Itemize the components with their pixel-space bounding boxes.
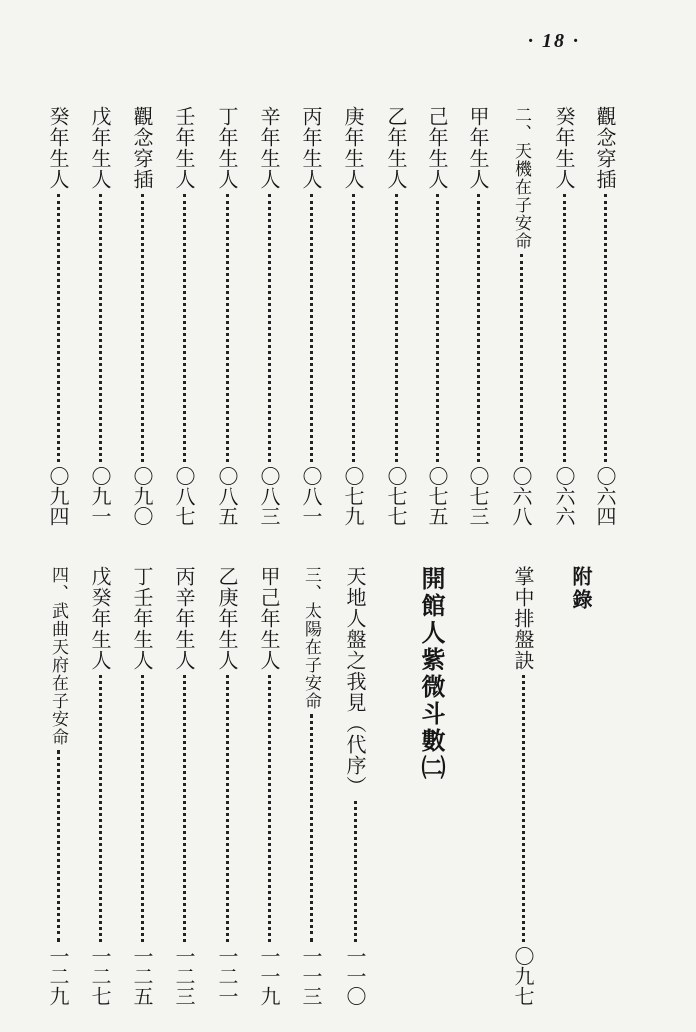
book-title: 開館人紫微斗數㈡ bbox=[417, 566, 446, 782]
toc-entry-page: 〇九一 bbox=[88, 466, 112, 526]
toc-entry-title: 癸年生人 bbox=[46, 106, 70, 190]
toc-entry-page: 〇七九 bbox=[341, 466, 365, 526]
toc-entry[interactable] bbox=[129, 106, 155, 526]
appendix-heading: 附錄 bbox=[569, 566, 593, 612]
toc-entry-title: 三、太陽在子安命 bbox=[301, 566, 321, 710]
toc-entry-page: 一二一 bbox=[215, 946, 239, 1006]
dot-leader bbox=[395, 194, 398, 462]
dot-leader bbox=[268, 675, 271, 942]
dot-leader bbox=[268, 194, 271, 462]
toc-entry-title: 乙年生人 bbox=[384, 106, 408, 190]
toc-entry-page: 一一〇 bbox=[343, 946, 367, 1006]
toc-entry[interactable] bbox=[465, 106, 491, 526]
toc-entry-title: 辛年生人 bbox=[257, 106, 281, 190]
toc-entry[interactable] bbox=[214, 566, 240, 1006]
toc-entry-page: 一一三 bbox=[299, 946, 323, 1006]
toc-entry[interactable] bbox=[171, 566, 197, 1006]
toc-entry-title: 己年生人 bbox=[425, 106, 449, 190]
dot-leader bbox=[352, 194, 355, 462]
toc-entry-page: 〇九四 bbox=[46, 466, 70, 526]
dot-leader bbox=[436, 194, 439, 462]
toc-entry-page: 〇八五 bbox=[215, 466, 239, 526]
toc-entry[interactable] bbox=[256, 566, 282, 1006]
toc-entry-page: 一二九 bbox=[46, 946, 70, 1006]
dot-leader bbox=[57, 750, 60, 942]
toc-entry-page: 〇八一 bbox=[299, 466, 323, 526]
toc-entry[interactable] bbox=[256, 106, 282, 526]
dot-leader bbox=[563, 194, 566, 462]
dot-leader bbox=[226, 194, 229, 462]
dot-leader bbox=[310, 714, 313, 942]
toc-entry[interactable] bbox=[342, 566, 368, 1006]
toc-entry-title: 觀念穿插 bbox=[130, 106, 154, 190]
toc-entry-page: 一二七 bbox=[88, 946, 112, 1006]
toc-entry-title: 四、武曲天府在子安命 bbox=[48, 566, 68, 746]
dot-leader bbox=[141, 675, 144, 942]
toc-entry-title: 庚年生人 bbox=[341, 106, 365, 190]
dot-leader bbox=[141, 194, 144, 462]
toc-entry[interactable] bbox=[171, 106, 197, 526]
toc-entry[interactable] bbox=[510, 566, 536, 1006]
dot-leader bbox=[354, 801, 357, 942]
toc-entry[interactable] bbox=[298, 106, 324, 526]
toc-entry-page: 〇九〇 bbox=[130, 466, 154, 526]
toc-entry-title: 觀念穿插 bbox=[593, 106, 617, 190]
toc-entry-page: 一一九 bbox=[257, 946, 281, 1006]
toc-entry-title: 丁年生人 bbox=[215, 106, 239, 190]
toc-entry[interactable] bbox=[383, 106, 409, 526]
toc-entry-page: 〇六四 bbox=[593, 466, 617, 526]
toc-entry[interactable] bbox=[340, 106, 366, 526]
toc-entry[interactable] bbox=[45, 566, 71, 1006]
toc-entry-title: 癸年生人 bbox=[552, 106, 576, 190]
toc-entry-title: 甲年生人 bbox=[466, 106, 490, 190]
toc-entry[interactable] bbox=[214, 106, 240, 526]
toc-entry-title: 戊年生人 bbox=[88, 106, 112, 190]
toc-entry[interactable] bbox=[87, 566, 113, 1006]
toc-entry-title: 掌中排盤訣 bbox=[511, 566, 535, 671]
appendix-label bbox=[568, 566, 594, 612]
toc-entry-page: 〇九七 bbox=[511, 946, 535, 1006]
toc-entry-title: 天地人盤之我見（代序） bbox=[343, 566, 367, 797]
dot-leader bbox=[57, 194, 60, 462]
toc-entry-title: 二、天機在子安命 bbox=[511, 106, 531, 250]
toc-entry-title: 壬年生人 bbox=[172, 106, 196, 190]
toc-entry-title: 丙年生人 bbox=[299, 106, 323, 190]
book-title-column bbox=[418, 566, 444, 782]
toc-entry-title: 丙辛年生人 bbox=[172, 566, 196, 671]
toc-entry-title: 乙庚年生人 bbox=[215, 566, 239, 671]
toc-entry-page: 〇七七 bbox=[384, 466, 408, 526]
dot-leader bbox=[520, 254, 523, 462]
toc-entry[interactable] bbox=[298, 566, 324, 1006]
dot-leader bbox=[310, 194, 313, 462]
toc-entry-title: 戊癸年生人 bbox=[88, 566, 112, 671]
toc-entry[interactable] bbox=[508, 106, 534, 526]
toc-entry-page: 一二五 bbox=[130, 946, 154, 1006]
toc-entry-page: 一二三 bbox=[172, 946, 196, 1006]
dot-leader bbox=[477, 194, 480, 462]
dot-leader bbox=[604, 194, 607, 462]
dot-leader bbox=[226, 675, 229, 942]
toc-entry-page: 〇六八 bbox=[509, 466, 533, 526]
dot-leader bbox=[99, 675, 102, 942]
toc-entry[interactable] bbox=[87, 106, 113, 526]
toc-entry-page: 〇六六 bbox=[552, 466, 576, 526]
toc-entry[interactable] bbox=[45, 106, 71, 526]
toc-entry[interactable] bbox=[424, 106, 450, 526]
page-number: · 18 · bbox=[528, 30, 580, 52]
toc-entry[interactable] bbox=[592, 106, 618, 526]
dot-leader bbox=[183, 194, 186, 462]
toc-entry-title: 丁壬年生人 bbox=[130, 566, 154, 671]
toc-entry[interactable] bbox=[129, 566, 155, 1006]
toc-entry-title: 甲己年生人 bbox=[257, 566, 281, 671]
toc-entry-page: 〇八七 bbox=[172, 466, 196, 526]
dot-leader bbox=[522, 675, 525, 942]
toc-entry-page: 〇七五 bbox=[425, 466, 449, 526]
toc-entry-page: 〇七三 bbox=[466, 466, 490, 526]
toc-entry-page: 〇八三 bbox=[257, 466, 281, 526]
dot-leader bbox=[99, 194, 102, 462]
dot-leader bbox=[183, 675, 186, 942]
toc-entry[interactable] bbox=[551, 106, 577, 526]
